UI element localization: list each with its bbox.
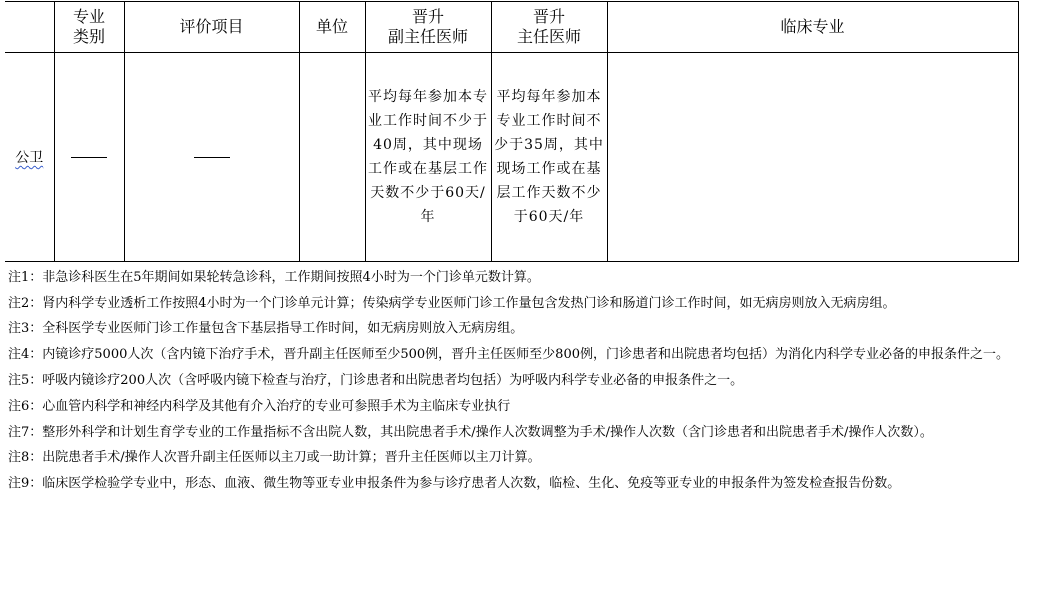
requirements-table bbox=[5, 1, 1019, 262]
chief-cell bbox=[491, 53, 607, 262]
header-chief-line1: 晋升 bbox=[532, 7, 565, 26]
table-row bbox=[5, 53, 1018, 262]
header-deputy-line1: 晋升 bbox=[411, 7, 444, 26]
note-4: 注4：内镜诊疗5000人次（含内镜下治疗手术，晋升副主任医师至少500例，晋升主任医师至少800例，门诊患者和出院患者均包括）为消化内科学专业必备的申报条件之一。 bbox=[8, 347, 1009, 362]
header-deputy-line2: 副主任医师 bbox=[387, 27, 468, 46]
deputy-requirement: 平均每年参加本专业工作时间不少于40周，其中现场工作或在基层工作天数不少于60天/年 bbox=[368, 89, 488, 225]
category-value: 公卫 bbox=[15, 150, 44, 166]
chief-requirement: 平均每年参加本专业工作时间不少于35周，其中现场工作或在基层工作天数不少于60天/年 bbox=[494, 89, 604, 225]
clinical-cell bbox=[607, 53, 1018, 262]
header-blank bbox=[5, 2, 54, 53]
note-1: 注1：非急诊科医生在5年期间如果轮转急诊科，工作期间按照4小时为一个门诊单元数计算。 bbox=[8, 270, 540, 285]
header-deputy bbox=[365, 2, 491, 53]
deputy-cell bbox=[365, 53, 491, 262]
dash-mark bbox=[71, 157, 107, 158]
unit-cell bbox=[124, 53, 299, 262]
header-clinical: 临床专业 bbox=[607, 2, 1018, 53]
note-8: 注8：出院患者手术/操作人次晋升副主任医师以主刀或一助计算；晋升主任医师以主刀计算。 bbox=[8, 450, 541, 465]
header-item: 评价项目 bbox=[124, 2, 299, 53]
header-category: 专业类别 bbox=[54, 2, 124, 53]
header-chief-line2: 主任医师 bbox=[516, 27, 581, 46]
note-5: 注5：呼吸内镜诊疗200人次（含呼吸内镜下检查与治疗，门诊患者和出院患者均包括）为呼吸内科学专业必备的申报条件之一。 bbox=[8, 373, 744, 388]
header-unit: 单位 bbox=[299, 2, 365, 53]
category-cell bbox=[5, 53, 54, 262]
notes-section bbox=[8, 268, 1018, 499]
note-2: 注2：肾内科学专业透析工作按照4小时为一个门诊单元计算；传染病学专业医师门诊工作量包含发热门诊和肠道门诊工作时间，如无病房则放入无病房组。 bbox=[8, 296, 896, 311]
note-9: 注9：临床医学检验学专业中，形态、血液、微生物等亚专业申报条件为参与诊疗患者人次数，临检、生化、免疫等亚专业的申报条件为签发检查报告份数。 bbox=[8, 476, 901, 491]
note-6: 注6：心血管内科学和神经内科学及其他有介入治疗的专业可参照手术为主临床专业执行 bbox=[8, 399, 511, 414]
dash-mark bbox=[194, 157, 230, 158]
header-chief bbox=[491, 2, 607, 53]
header-row bbox=[5, 2, 1018, 53]
item-cell bbox=[54, 53, 124, 262]
note-7: 注7：整形外科学和计划生育学专业的工作量指标不含出院人数，其出院患者手术/操作人次数调整为手术/操作人次数（含门诊患者和出院患者手术/操作人次数）。 bbox=[8, 425, 933, 440]
note-3: 注3：全科医学专业医师门诊工作量包含下基层指导工作时间，如无病房则放入无病房组。 bbox=[8, 321, 524, 336]
empty-cell bbox=[299, 53, 365, 262]
